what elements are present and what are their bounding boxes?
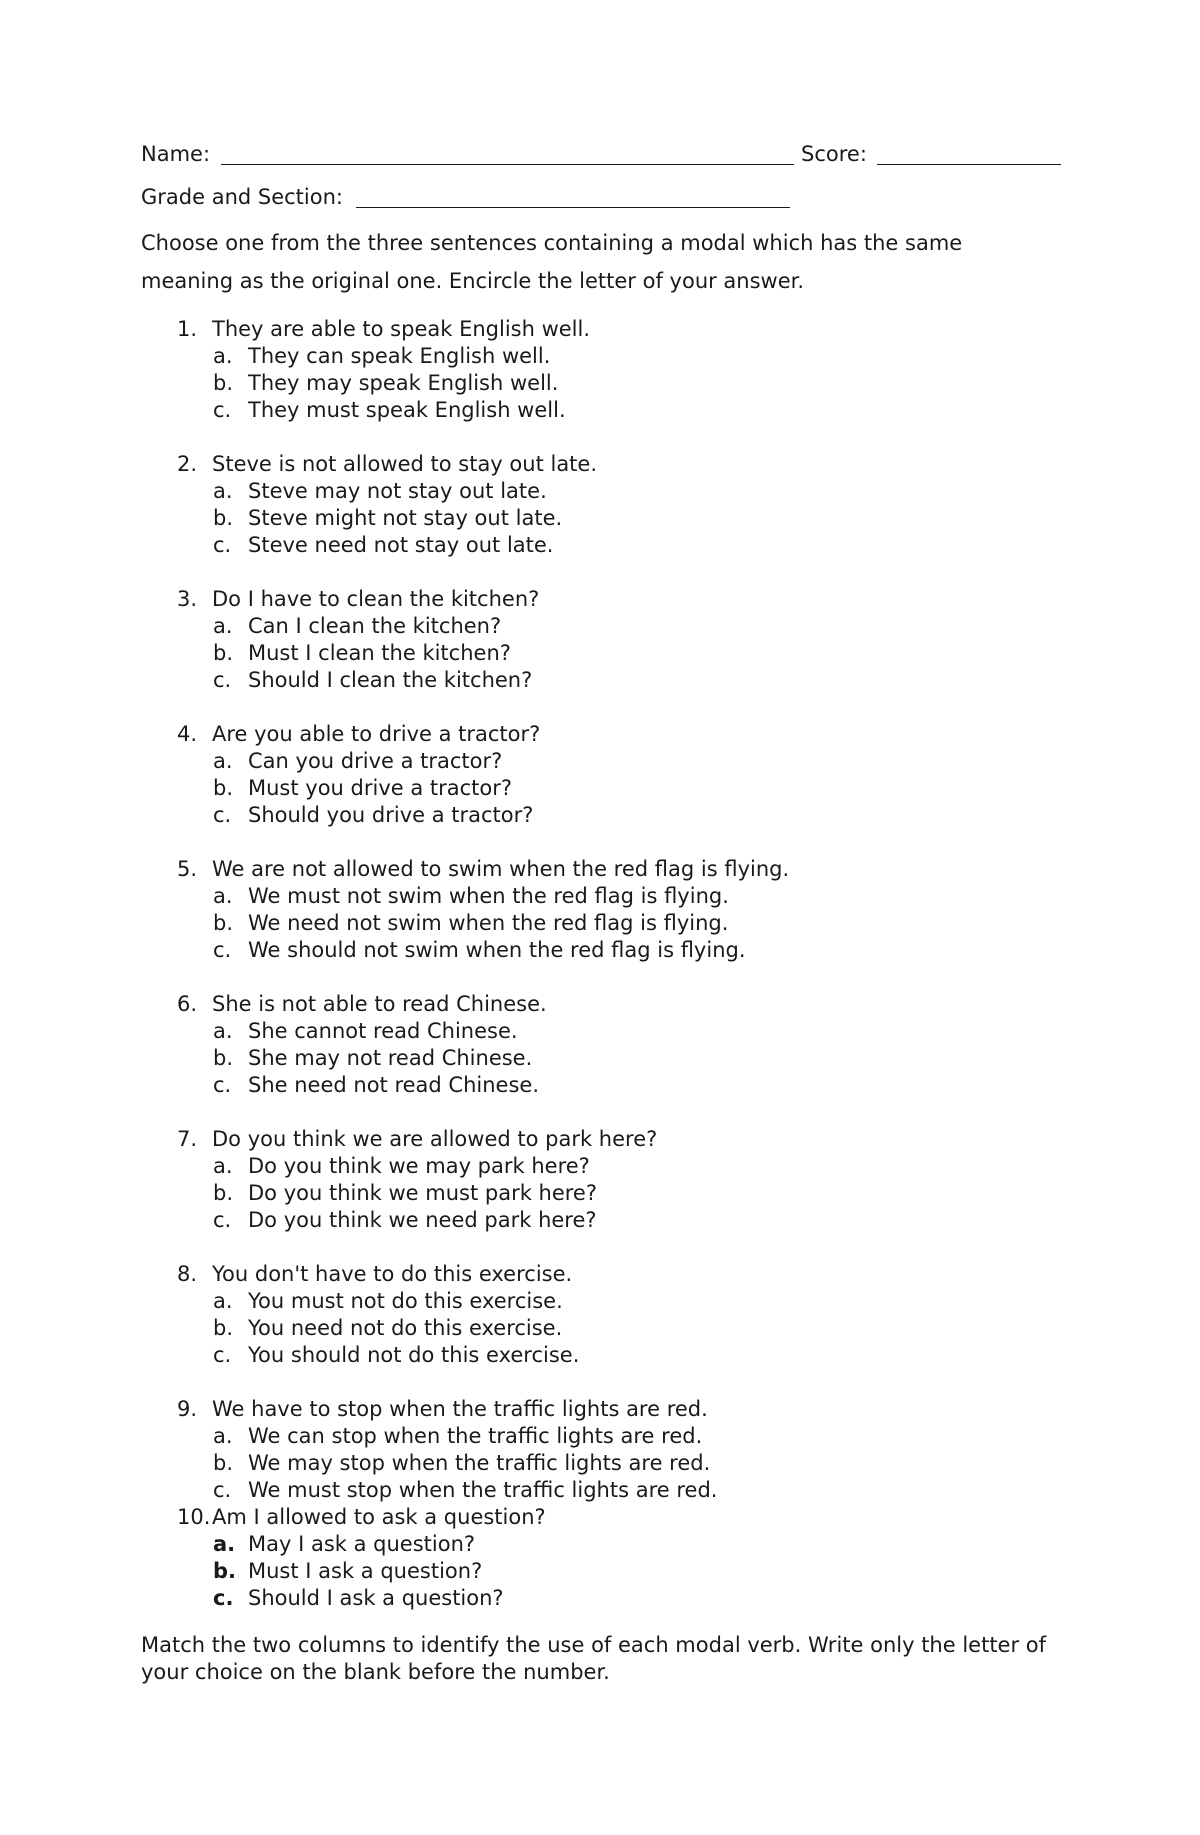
question-item [141,721,1061,748]
name-score-row [141,140,1061,170]
question-text: They are able to speak English well. [212,317,591,341]
option-letter[interactable]: a. [213,614,233,638]
answer-option[interactable] [141,640,1061,667]
question-spacer [141,1099,1061,1126]
option-text: Must I ask a question? [248,1559,483,1583]
question-item [141,991,1061,1018]
option-text: They must speak English well. [248,398,566,422]
option-text: Do you think we may park here? [248,1154,590,1178]
name-blank[interactable] [221,140,794,165]
option-text: Must I clean the kitchen? [248,641,511,665]
question-spacer [141,1234,1061,1261]
instructions: Choose one from the three sentences containing a modal which has the same meaning as the original one. Encircle the letter of your answer. [141,231,963,293]
question-number: 2. [177,452,198,476]
answer-option[interactable] [141,937,1061,964]
answer-option[interactable] [141,1450,1061,1477]
option-text: Steve may not stay out late. [248,479,547,503]
question-spacer [141,694,1061,721]
answer-option[interactable] [141,775,1061,802]
answer-option[interactable] [141,1342,1061,1369]
question-text: Do I have to clean the kitchen? [212,587,540,611]
option-text: We should not swim when the red flag is flying. [248,938,746,962]
option-text: Steve need not stay out late. [248,533,554,557]
score-label: Score: [801,142,867,166]
option-text: She cannot read Chinese. [248,1019,518,1043]
grade-section-blank[interactable] [356,183,790,208]
question-item [141,1504,1061,1531]
question-spacer [141,424,1061,451]
option-text: Steve might not stay out late. [248,506,563,530]
option-text: They can speak English well. [248,344,551,368]
answer-option[interactable] [141,748,1061,775]
question-text: We are not allowed to swim when the red flag is flying. [212,857,790,881]
option-letter[interactable]: a. [213,344,233,368]
option-letter[interactable]: a. [213,749,233,773]
answer-option[interactable] [141,1558,1061,1585]
question-item [141,1126,1061,1153]
answer-option[interactable] [141,397,1061,424]
question-item [141,586,1061,613]
answer-option[interactable] [141,1477,1061,1504]
answer-option[interactable] [141,1585,1061,1612]
option-text: They may speak English well. [248,371,559,395]
option-letter[interactable]: c. [213,668,232,692]
option-text: We can stop when the traffic lights are red. [248,1424,703,1448]
option-letter[interactable]: c. [213,1586,234,1610]
answer-option[interactable] [141,1288,1061,1315]
option-letter[interactable]: c. [213,1343,232,1367]
option-letter[interactable]: b. [213,506,234,530]
option-text: Do you think we need park here? [248,1208,597,1232]
answer-option[interactable] [141,910,1061,937]
option-letter[interactable]: c. [213,533,232,557]
answer-option[interactable] [141,1153,1061,1180]
question-spacer [141,829,1061,856]
option-letter[interactable]: a. [213,479,233,503]
option-text: We must stop when the traffic lights are red. [248,1478,718,1502]
answer-option[interactable] [141,1072,1061,1099]
question-spacer [141,964,1061,991]
question-text: Do you think we are allowed to park here? [212,1127,658,1151]
option-letter[interactable]: a. [213,1424,233,1448]
answer-option[interactable] [141,343,1061,370]
option-letter[interactable]: b. [213,1559,237,1583]
question-number: 7. [177,1127,198,1151]
option-letter[interactable]: c. [213,1073,232,1097]
question-number: 4. [177,722,198,746]
question-number: 5. [177,857,198,881]
option-letter[interactable]: c. [213,803,232,827]
option-text: We may stop when the traffic lights are red. [248,1451,711,1475]
answer-option[interactable] [141,667,1061,694]
option-letter[interactable]: b. [213,1316,234,1340]
option-text: Should I clean the kitchen? [248,668,533,692]
option-letter[interactable]: c. [213,1208,232,1232]
question-text: Am I allowed to ask a question? [212,1505,546,1529]
option-letter[interactable]: a. [213,884,233,908]
answer-option[interactable] [141,532,1061,559]
option-text: You need not do this exercise. [248,1316,563,1340]
option-letter[interactable]: a. [213,1019,233,1043]
option-text: She may not read Chinese. [248,1046,533,1070]
option-letter[interactable]: b. [213,641,234,665]
answer-option[interactable] [141,1315,1061,1342]
answer-option[interactable] [141,505,1061,532]
question-number: 8. [177,1262,198,1286]
answer-option[interactable] [141,802,1061,829]
question-number: 1. [177,317,198,341]
option-letter[interactable]: b. [213,1181,234,1205]
question-text: She is not able to read Chinese. [212,992,547,1016]
answer-option[interactable] [141,883,1061,910]
answer-option[interactable] [141,1207,1061,1234]
option-text: Must you drive a tractor? [248,776,513,800]
option-text: We must not swim when the red flag is flying. [248,884,729,908]
question-number: 9. [177,1397,198,1421]
question-number: 3. [177,587,198,611]
option-text: Do you think we must park here? [248,1181,598,1205]
answer-option[interactable] [141,1180,1061,1207]
question-text: Are you able to drive a tractor? [212,722,541,746]
option-text: We need not swim when the red flag is flying. [248,911,729,935]
answer-option[interactable] [141,370,1061,397]
question-text: We have to stop when the traffic lights are red. [212,1397,708,1421]
answer-option[interactable] [141,478,1061,505]
option-letter[interactable]: b. [213,1451,234,1475]
answer-option[interactable] [141,613,1061,640]
answer-option[interactable] [141,1045,1061,1072]
option-text: She need not read Chinese. [248,1073,539,1097]
option-text: Can I clean the kitchen? [248,614,502,638]
option-letter[interactable]: c. [213,398,232,422]
question-text: You don't have to do this exercise. [212,1262,573,1286]
option-letter[interactable]: a. [213,1289,233,1313]
option-text: Should I ask a question? [248,1586,504,1610]
name-label: Name: [141,142,211,166]
option-text: Can you drive a tractor? [248,749,503,773]
option-text: You should not do this exercise. [248,1343,580,1367]
option-text: Should you drive a tractor? [248,803,534,827]
option-letter[interactable]: a. [213,1532,236,1556]
option-letter[interactable]: c. [213,1478,232,1502]
option-letter[interactable]: b. [213,776,234,800]
question-item [141,1261,1061,1288]
option-text: May I ask a question? [248,1532,476,1556]
option-letter[interactable]: b. [213,371,234,395]
option-letter[interactable]: c. [213,938,232,962]
option-letter[interactable]: b. [213,911,234,935]
question-number: 6. [177,992,198,1016]
option-letter[interactable]: a. [213,1154,233,1178]
answer-option[interactable] [141,1018,1061,1045]
question-item [141,316,1061,343]
answer-option[interactable] [141,1423,1061,1450]
matching-instruction: Match the two columns to identify the use of each modal verb. Write only the letter of your choice on the blank before the number. [141,1633,1047,1684]
option-text: You must not do this exercise. [248,1289,563,1313]
question-item [141,451,1061,478]
grade-section-label: Grade and Section: [141,185,343,209]
question-number: 10. [177,1505,211,1529]
question-text: Steve is not allowed to stay out late. [212,452,598,476]
question-spacer [141,559,1061,586]
answer-option[interactable] [141,1531,1061,1558]
grade-section-row [141,183,1061,213]
question-item [141,856,1061,883]
question-list [141,316,1061,1612]
question-item [141,1396,1061,1423]
score-blank[interactable] [877,140,1061,165]
option-letter[interactable]: b. [213,1046,234,1070]
question-spacer [141,1369,1061,1396]
